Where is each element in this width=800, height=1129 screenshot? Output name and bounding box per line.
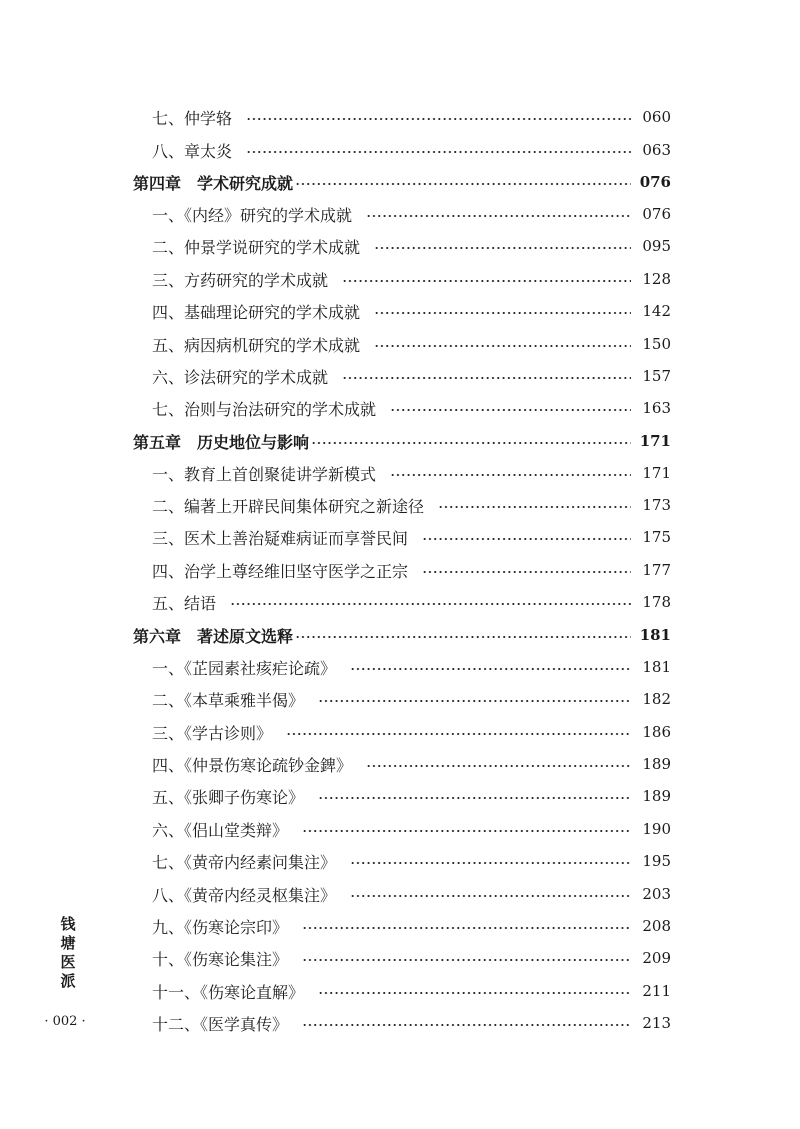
toc-entry-page: 189 <box>642 787 671 805</box>
toc-entry[interactable] <box>0 813 800 845</box>
toc-entry-page: 186 <box>642 723 671 741</box>
toc-entry-page: 195 <box>642 852 671 870</box>
toc-entry-title: 六、《侣山堂类辩》 <box>152 820 289 840</box>
dot-leader <box>350 668 631 670</box>
dot-leader <box>350 895 631 897</box>
toc-entry-page: 063 <box>642 141 671 159</box>
dot-leader <box>390 474 631 476</box>
toc-chapter-page: 181 <box>639 626 671 644</box>
toc-entry-page: 157 <box>642 367 671 385</box>
dot-leader <box>246 151 631 153</box>
toc-entry-page: 142 <box>642 302 671 320</box>
toc-entry-title: 四、基础理论研究的学术成就 <box>152 302 361 322</box>
toc-entry-title: 一、教育上首创聚徒讲学新模式 <box>152 464 377 484</box>
toc-entry[interactable] <box>0 295 800 327</box>
dot-leader <box>366 765 631 767</box>
toc-entry-title: 十一、《伤寒论直解》 <box>152 982 305 1002</box>
toc-entry[interactable] <box>0 101 800 133</box>
dot-leader <box>374 312 631 314</box>
dot-leader <box>302 959 631 961</box>
side-title-char: 钱 <box>60 915 76 933</box>
toc-entry-title: 二、《本草乘雅半偈》 <box>152 690 305 710</box>
toc-entry-title: 四、《仲景伤寒论疏钞金錍》 <box>152 755 353 775</box>
toc-entry-page: 189 <box>642 755 671 773</box>
toc-entry-page: 175 <box>642 528 671 546</box>
toc-entry[interactable] <box>0 748 800 780</box>
toc-entry-title: 八、章太炎 <box>152 141 233 161</box>
toc-entry[interactable] <box>0 878 800 910</box>
toc-entry[interactable] <box>0 942 800 974</box>
toc-entry-title: 一、《芷园素社痎疟论疏》 <box>152 658 337 678</box>
toc-entry[interactable] <box>0 975 800 1007</box>
toc-chapter-title: 第五章 历史地位与影响 <box>133 432 310 452</box>
toc-entry-page: 211 <box>642 982 671 1000</box>
toc-chapter-title: 第六章 著述原文选释 <box>133 626 294 646</box>
toc-entry-title: 九、《伤寒论宗印》 <box>152 917 289 937</box>
toc-entry[interactable] <box>0 457 800 489</box>
toc-entry-title: 十二、《医学真传》 <box>152 1014 289 1034</box>
toc-entry-title: 五、病因病机研究的学术成就 <box>152 335 361 355</box>
toc-entry[interactable] <box>0 554 800 586</box>
toc-entry-title: 二、仲景学说研究的学术成就 <box>152 237 361 257</box>
toc-entry[interactable] <box>0 586 800 618</box>
toc-entry[interactable] <box>0 134 800 166</box>
side-book-title <box>60 915 76 991</box>
toc-entry-title: 一、《内经》研究的学术成就 <box>152 205 353 225</box>
toc-entry-title: 六、诊法研究的学术成就 <box>152 367 329 387</box>
toc-chapter[interactable] <box>0 166 800 198</box>
toc-entry-title: 二、编著上开辟民间集体研究之新途径 <box>152 496 425 516</box>
toc-entry[interactable] <box>0 683 800 715</box>
toc-entry-page: 181 <box>642 658 671 676</box>
toc-entry[interactable] <box>0 910 800 942</box>
toc-entry-page: 128 <box>642 270 671 288</box>
dot-leader <box>302 830 631 832</box>
toc-chapter[interactable] <box>0 619 800 651</box>
dot-leader <box>374 247 631 249</box>
dot-leader <box>422 571 631 573</box>
toc-entry[interactable] <box>0 716 800 748</box>
toc-entry-page: 208 <box>642 917 671 935</box>
dot-leader <box>390 409 631 411</box>
toc-entry-page: 213 <box>642 1014 671 1032</box>
toc-chapter-page: 171 <box>639 432 671 450</box>
toc-entry[interactable] <box>0 328 800 360</box>
toc-entry-page: 182 <box>642 690 671 708</box>
toc-chapter-title: 第四章 学术研究成就 <box>133 173 294 193</box>
dot-leader <box>230 603 631 605</box>
toc-entry-title: 四、治学上尊经维旧坚守医学之正宗 <box>152 561 409 581</box>
toc-entry-page: 173 <box>642 496 671 514</box>
toc-entry-page: 060 <box>642 108 671 126</box>
toc-entry[interactable] <box>0 263 800 295</box>
toc-entry-title: 八、《黄帝内经灵枢集注》 <box>152 885 337 905</box>
toc-entry-page: 209 <box>642 949 671 967</box>
toc-entry-page: 178 <box>642 593 671 611</box>
toc-entry[interactable] <box>0 651 800 683</box>
dot-leader <box>318 797 631 799</box>
toc-entry[interactable] <box>0 392 800 424</box>
dot-leader <box>366 215 631 217</box>
toc-entry-page: 163 <box>642 399 671 417</box>
toc-entry[interactable] <box>0 230 800 262</box>
side-title-char: 派 <box>60 972 76 990</box>
dot-leader <box>318 700 631 702</box>
toc-entry-title: 三、《学古诊则》 <box>152 723 273 743</box>
toc-entry-page: 177 <box>642 561 671 579</box>
dot-leader <box>342 377 631 379</box>
dot-leader <box>246 118 631 120</box>
dot-leader <box>311 442 631 444</box>
toc-entry[interactable] <box>0 198 800 230</box>
dot-leader <box>295 183 631 185</box>
toc-entry[interactable] <box>0 489 800 521</box>
dot-leader <box>374 345 631 347</box>
toc-entry-page: 171 <box>642 464 671 482</box>
toc-entry-title: 五、《张卿子伤寒论》 <box>152 787 305 807</box>
dot-leader <box>350 862 631 864</box>
toc-entry-title: 七、仲学辂 <box>152 108 233 128</box>
toc-entry-page: 076 <box>642 205 671 223</box>
toc-entry-title: 五、结语 <box>152 593 217 613</box>
toc-entry-title: 七、《黄帝内经素问集注》 <box>152 852 337 872</box>
dot-leader <box>302 1024 631 1026</box>
dot-leader <box>342 280 631 282</box>
toc-entry-page: 095 <box>642 237 671 255</box>
toc-entry-title: 十、《伤寒论集注》 <box>152 949 289 969</box>
side-title-char: 塘 <box>60 934 76 952</box>
page-number: · 002 · <box>44 1014 86 1029</box>
toc-entry[interactable] <box>0 521 800 553</box>
toc-entry-page: 203 <box>642 885 671 903</box>
toc-entry-title: 三、方药研究的学术成就 <box>152 270 329 290</box>
toc-chapter-page: 076 <box>639 173 671 191</box>
dot-leader <box>438 506 631 508</box>
dot-leader <box>295 636 631 638</box>
toc-entry-page: 150 <box>642 335 671 353</box>
toc-entry[interactable] <box>0 1007 800 1039</box>
dot-leader <box>286 733 631 735</box>
dot-leader <box>318 992 631 994</box>
toc-entry[interactable] <box>0 845 800 877</box>
toc-chapter[interactable] <box>0 425 800 457</box>
side-title-char: 医 <box>60 953 76 971</box>
toc-entry-title: 七、治则与治法研究的学术成就 <box>152 399 377 419</box>
dot-leader <box>302 927 631 929</box>
toc-entry[interactable] <box>0 780 800 812</box>
dot-leader <box>422 538 631 540</box>
toc-entry[interactable] <box>0 360 800 392</box>
toc-entry-title: 三、医术上善治疑难病证而享誉民间 <box>152 528 409 548</box>
toc-entry-page: 190 <box>642 820 671 838</box>
